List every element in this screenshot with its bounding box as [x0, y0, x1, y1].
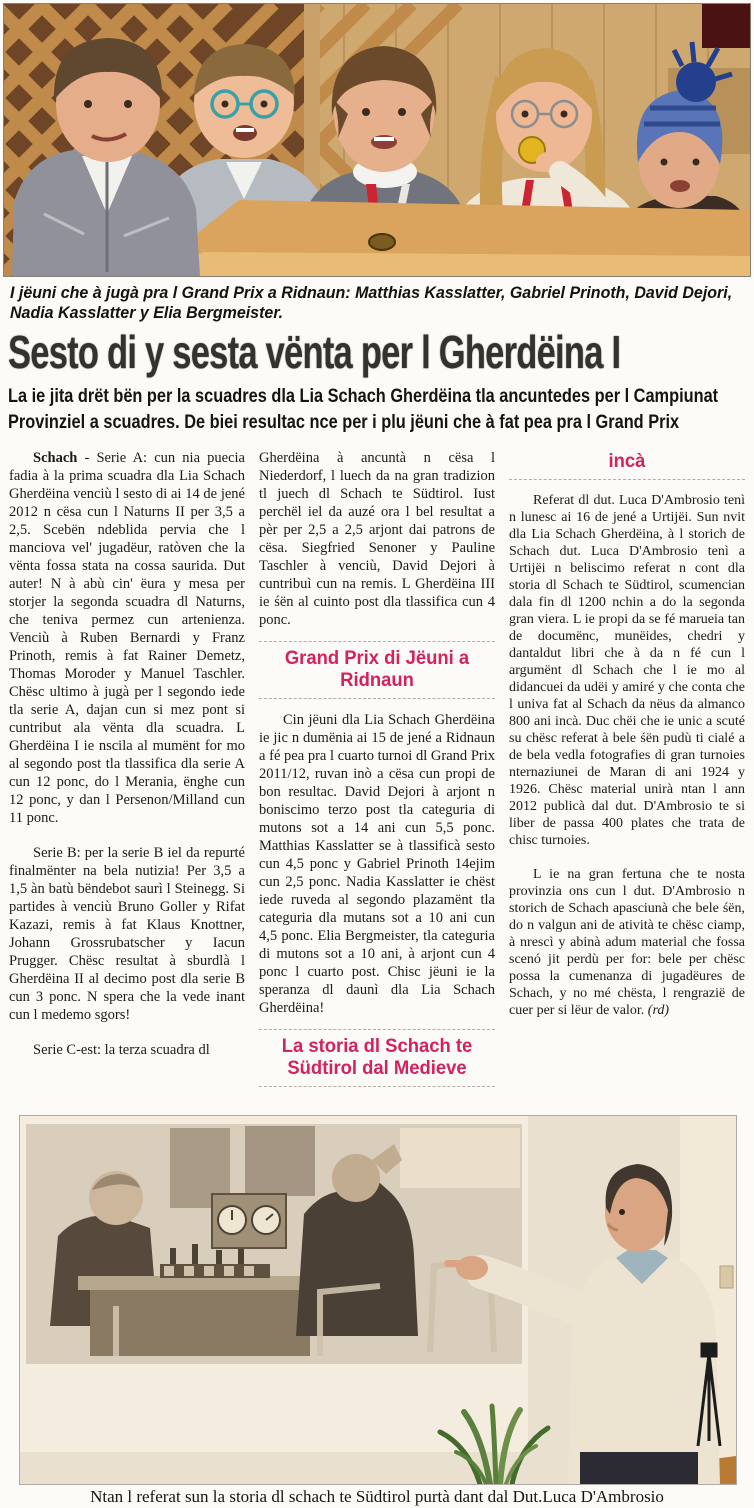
- subheadline: [8, 384, 754, 436]
- wall-plaque: [720, 1266, 733, 1288]
- trousers: [580, 1452, 698, 1484]
- author-initials: (rd): [647, 1003, 670, 1018]
- section-heading-storia: La storia dl Schach te Südtirol dal Medieve: [259, 1029, 495, 1087]
- paragraph-serie-a: Schach - Serie A: cun nia puecia fadia à la prima scuadra dla Lia Schach Gherdëina venciù l sesto di ai 14 de jené 2012 n cësa cun l Naturns II per 3,5 a 2,5. Scebën ndeblida pervia che l manciova vel' jugadëur, ratòven che la vënta fossa stata na cossa saurida. Dut auter! N à abù cin' ëura y mesa per storjer la segonda scuadra dl Naturns, che teniva permez cun artenienza. Venciù à Ruben Bernardi y Franz Prinoth, remis à fat Rainer Demetz, Thomas Moroder y Manuel Taschler. Chësc ultimo à jugà per l segondo iede tla serie A, dajan cun si mez pont si cuntribut ala vënta dla scuadra. L Gherdëina I ie nscila al mumënt for mo al segondo post tla tlassifica dla serie A cun 12 ponc, do l Merania, ënghe cun 12 ponc, y dan l Persenon/Milland cun 11 ponc.: [9, 450, 245, 826]
- page-title: Sesto di y sesta vënta per l Gherdëina I: [8, 326, 621, 378]
- column-2: [259, 449, 495, 1107]
- top-photo-caption: I jëuni che à jugà pra l Grand Prix a Ridnaun: Matthias Kasslatter, Gabriel Prinoth, David Dejori, Nadia Kasslatter y Elia Bergmeister.: [10, 284, 733, 322]
- paragraph-grand-prix: Cin jëuni dla Lia Schach Gherdëina ie jic n dumënia ai 15 de jené a Ridnaun a fé pea pra l cuarto turnoi dl Grand Prix 2011/12, ruvan inò a cësa cun propi de bon resultac. David Dejori à arjont n boniscimo terzo post tla categuria di mutons sot a 14 ani cun 5,5 ponc. Matthias Kasslatter se à tlassificà sesto cun 4,5 ponc y Gabriel Prinoth 14ejim cun 2,5 ponc. Nadia Kasslatter ie chëst iede ruveda al segondo plazamënt tla categuria dla mutans sot a 10 ani cun 4,5 ponc. Elia Bergmeister, tla categuria di mutons sot a 10 ani, à arjont cun 4 ponc l cuarto post. Chisc jëuni ie la speranza dl daunì dla Lia Schach Gherdëina!: [259, 712, 495, 1016]
- paragraph-serie-c: Serie C-est: la terza scuadra dl: [33, 1042, 210, 1058]
- chess-clock: [212, 1194, 286, 1248]
- team-photo-illustration: [4, 4, 750, 276]
- article-body: [9, 449, 745, 1107]
- medal-on-table: [369, 234, 395, 250]
- dark-corner-object: [702, 4, 750, 48]
- bottom-photo-caption: Ntan l referat sun la storia dl schach te Südtirol purtà dant dal Dut.Luca D'Ambrosio: [90, 1487, 664, 1506]
- section-heading-inca: incà: [509, 449, 745, 480]
- lecture-photo: [20, 1116, 736, 1484]
- pointing-finger: [444, 1260, 466, 1267]
- column-1: [9, 449, 245, 1107]
- column-3: [509, 449, 745, 1107]
- paragraph-serie-c-continued: Gherdëina à ancuntà n cësa l Niederdorf, l luech da na gran tradizion tl juech dl Schach te Südtirol. Iust perchël iel da auzé ora l bel resultat a pèr per 2,5 a 2,5 arjont dai patrons de cësa. Siegfried Senoner y Pauline Taschler à venciù, David Dejori à cuntribuì cun na remis. L Gherdëina III ie śën al cuinto post dla tlassifica cun 4 ponc.: [259, 450, 495, 628]
- paragraph-fertuna: L ie na gran fertuna che te nosta provinzia ons cun l dut. D'Ambrosio n storich de Schach apasciunà che bele śën, do n valgun ani de atività te chësc ciamp, à nrescì y abinà adum material che fossa scenó jit perdù per for: bele per chësc possa la cumenanza di jugadëures de Schach, y no mé chësta, l rengrazië de cuer per si lëur de valor. (rd): [509, 867, 745, 1018]
- paragraph-referat: Referat dl dut. Luca D'Ambrosio tenì n lunesc ai 16 de jené a Urtijëi. Sun nvit dla Lia Schach Gherdëina, à l storich de Schach dut. Luca D'Ambrosio tenì a Urtijëi n beliscimo referat n cont dla storia dl Schach te Südtirol, scumencian dala fin dl 1200 nchin a do la segonda gran viera. L ie propi da se fé marueia tan de documënc, munëides, chedri y dantaldut libri che à da n fé cun l argumënt dl Schach che l ie mo al didancuei da udëi y amiré y che conta che l univa fat al Schach da nëus da almanco 800 ani incà. Duc chëi che ie unic a scuté su chësc referat à bele śën pudù ti cialé a de bela vedla fotografies di gran turnoies nternaziunei de Maran di ani 1924 y 1926. Chësc material unirà ntan l ann 2012 publicà dal dut. D'Ambrosio te si liber de passa 400 plates che trata de chisc turnoies.: [509, 493, 745, 848]
- subheadline-line2: Provinziel a scuadres. De biei resultac nce per i plu jëuni che à fat pea pra l Grand Prix: [8, 412, 680, 433]
- projection-screen: [20, 1116, 528, 1452]
- team-photo: [4, 4, 750, 276]
- lecture-photo-illustration: [20, 1116, 736, 1484]
- subheadline-line1: La ie jita drët bën per la scuadres dla Lia Schach Gherdëina tla ancuntedes per l Campiunat: [8, 386, 719, 407]
- lead-word: Schach: [33, 450, 78, 466]
- section-heading-grand-prix: Grand Prix di Jëuni a Ridnaun: [259, 641, 495, 699]
- paragraph-serie-b: Serie B: per la serie B iel da repurté finalmënter na bela nutizia! Per 3,5 a 1,5 àn batù bëndebot saurì l Steinegg. Si partides à venciù Bruno Goller y Rifat Kazazi, remis à fat Klaus Knottner, Johann Grossrubatscher y Iacun Prugger. Chësc resultat à sburdlà l Gherdëina II al decimo post dla serie B cun 3 ponc. N spera che la vede inant cun l medemo sgors!: [9, 845, 245, 1023]
- chess-table: [78, 1276, 328, 1290]
